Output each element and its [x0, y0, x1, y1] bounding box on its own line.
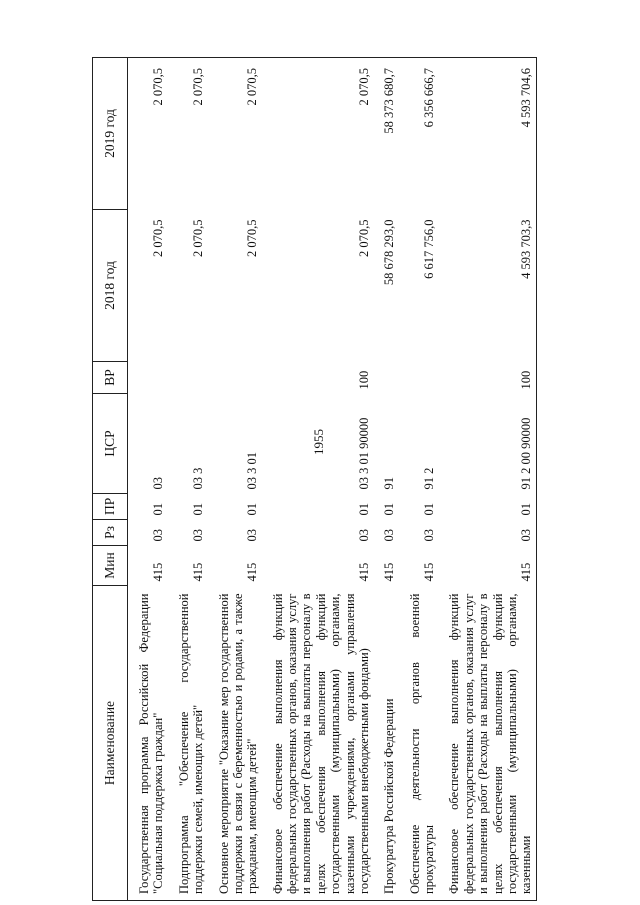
header-pr: ПР	[93, 494, 128, 520]
row-min: 415	[245, 562, 260, 582]
row-name: Государственная программа Российской Федерации "Социальная поддержка граждан"	[137, 593, 166, 894]
row-2018: 2 070,5	[151, 219, 166, 257]
row-csr: 03	[151, 477, 166, 490]
row-name: Основное мероприятие "Оказание мер государственной поддержки в связи с беременностью и родами, а также гражданам, имеющим детей"	[216, 593, 260, 894]
row-vr	[208, 362, 262, 394]
row-pr: 01	[382, 503, 397, 516]
table-row	[262, 58, 374, 901]
row-min: 415	[519, 562, 534, 582]
row-2019: 2 070,5	[191, 68, 206, 106]
row-rz: 03	[382, 529, 397, 542]
row-vr: 100	[519, 370, 534, 390]
row-2019: 6 356 666,7	[422, 68, 436, 128]
row-pr: 01	[245, 503, 260, 516]
row-vr	[168, 362, 208, 394]
row-name: Подпрограмма "Обеспечение государственной поддержки семей, имеющих детей"	[176, 593, 206, 894]
header-csr: ЦСР	[93, 394, 128, 494]
table-row	[438, 58, 536, 901]
row-vr: 100	[356, 370, 371, 390]
row-vr	[399, 362, 439, 394]
row-pr: 01	[191, 503, 206, 516]
row-name: Обеспечение деятельности органов военной прокуратуры	[407, 593, 436, 894]
row-vr	[128, 362, 168, 394]
row-2019: 4 593 704,6	[519, 68, 534, 128]
table-row	[373, 58, 398, 901]
row-pr: 01	[519, 503, 534, 516]
budget-table-wrapper	[92, 58, 605, 901]
row-rz: 03	[356, 529, 371, 542]
row-2018: 2 070,5	[356, 219, 371, 257]
row-csr: 03 3	[191, 467, 206, 490]
row-csr: 03 3 01 90000	[356, 417, 371, 490]
row-name: Финансовое обеспечение выполнения функций федеральных государственных органов, оказания услуг и выполнения работ (Расходы на выплаты персоналу в целях обеспечения выполнения функций государственными (муниципальными) органами, казенными учреждениями, органами управления государственными внебюджетными фондами)	[270, 593, 371, 894]
row-csr: 91 2 00 90000	[519, 417, 534, 490]
row-csr: 91	[382, 477, 397, 490]
table-row	[208, 58, 262, 901]
header-2018: 2018 год	[93, 210, 128, 362]
row-min: 415	[191, 562, 206, 582]
header-vr: ВР	[93, 362, 128, 394]
row-min: 415	[422, 562, 436, 582]
row-pr: 01	[151, 503, 166, 516]
table-header-row	[93, 58, 128, 901]
row-2018: 4 593 703,3	[519, 219, 534, 279]
row-2019: 58 373 680,7	[382, 68, 397, 134]
row-min: 415	[356, 562, 371, 582]
row-2019: 2 070,5	[356, 68, 371, 106]
row-2019: 2 070,5	[151, 68, 166, 106]
row-pr: 01	[422, 503, 436, 516]
table-row	[168, 58, 208, 901]
header-name: Наименование	[93, 586, 128, 901]
row-rz: 03	[245, 529, 260, 542]
row-2018: 2 070,5	[245, 219, 260, 257]
row-2018: 6 617 756,0	[422, 219, 436, 279]
table-row	[399, 58, 439, 901]
row-2018: 2 070,5	[191, 219, 206, 257]
row-vr	[373, 362, 398, 394]
budget-table	[92, 57, 537, 901]
row-2019: 2 070,5	[245, 68, 260, 106]
row-rz: 03	[519, 529, 534, 542]
header-rz: Рз	[93, 520, 128, 546]
row-min: 415	[151, 562, 166, 582]
row-name: Прокуратура Российской Федерации	[382, 698, 397, 894]
row-pr: 01	[356, 503, 371, 516]
table-row	[128, 58, 168, 901]
row-rz: 03	[422, 529, 436, 542]
row-rz: 03	[151, 529, 166, 542]
row-rz: 03	[191, 529, 206, 542]
page-number: 1955	[311, 429, 326, 455]
header-2019: 2019 год	[93, 58, 128, 210]
row-csr: 03 3 01	[245, 452, 260, 490]
row-csr: 91 2	[422, 467, 436, 490]
row-min: 415	[382, 562, 397, 582]
row-2018: 58 678 293,0	[382, 219, 397, 286]
row-name: Финансовое обеспечение выполнения функций федеральных государственных органов, оказания услуг и выполнения работ (Расходы на выплаты персоналу в целях обеспечения выполнения функций государственными (муниципальными) органами, казенными	[447, 593, 534, 894]
header-min: Мин	[93, 546, 128, 586]
